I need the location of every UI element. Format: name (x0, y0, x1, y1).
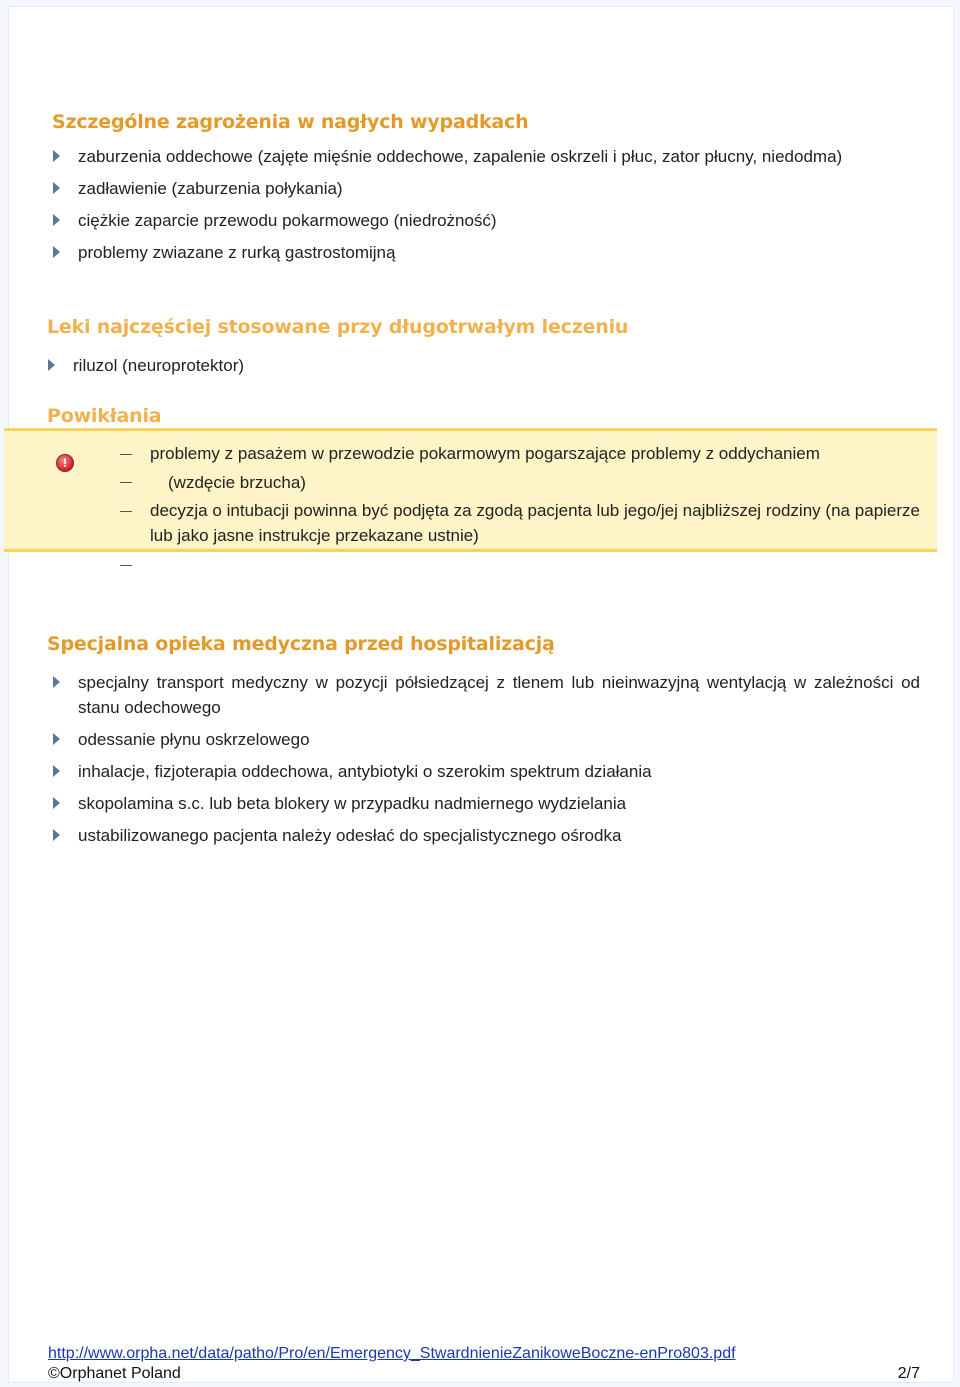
complication-item-1-continued: (wzdęcie brzucha) (168, 473, 306, 492)
list-item: riluzol (neuroprotektor) (48, 353, 448, 378)
section-title-care: Specjalna opieka medyczna przed hospitalizacją (47, 633, 555, 655)
triangle-bullet-icon (53, 182, 60, 194)
dash-bullet-icon (120, 482, 132, 483)
list-item: skopolamina s.c. lub beta blokery w przypadku nadmiernego wydzielania (53, 791, 920, 816)
section-title-drugs: Leki najczęściej stosowane przy długotrwałym leczeniu (47, 316, 629, 338)
triangle-bullet-icon (53, 829, 60, 841)
dash-bullet-icon (120, 565, 132, 566)
triangle-bullet-icon (53, 150, 60, 162)
triangle-bullet-icon (53, 246, 60, 258)
list-item: problemy zwiazane z rurką gastrostomijną (53, 240, 920, 265)
dash-bullet-icon (120, 511, 132, 512)
list-item: odessanie płynu oskrzelowego (53, 727, 920, 752)
list-item: specjalny transport medyczny w pozycji półsiedzącej z tlenem lub nieinwazyjną wentylacją w zależności od stanu odechowego (53, 670, 920, 720)
exclamation-warning-icon: ! (56, 454, 74, 472)
page-number: 2/7 (897, 1365, 920, 1382)
care-list (53, 670, 920, 855)
section-title-complications: Powikłania (47, 405, 162, 427)
list-item: zadławienie (zaburzenia połykania) (53, 176, 920, 201)
triangle-bullet-icon (53, 765, 60, 777)
complication-item-2: decyzja o intubacji powinna być podjęta za zgodą pacjenta lub jego/jej najbliższej rodziny (na papierze lub jako jasne instrukcje przekazane ustnie) (150, 501, 920, 545)
dash-bullet-icon (120, 454, 132, 455)
complication-item-1: problemy z pasażem w przewodzie pokarmowym pogarszające problemy z oddychaniem (150, 444, 820, 463)
triangle-bullet-icon (53, 797, 60, 809)
list-item: ustabilizowanego pacjenta należy odesłać do specjalistycznego ośrodka (53, 823, 920, 848)
triangle-bullet-icon (53, 676, 60, 688)
footer-url-link[interactable]: http://www.orpha.net/data/patho/Pro/en/Emergency_StwardnienieZanikoweBoczne-enPro803.pdf (48, 1345, 736, 1362)
footer-copyright: ©Orphanet Poland (48, 1365, 181, 1382)
triangle-bullet-icon (53, 733, 60, 745)
triangle-bullet-icon (53, 214, 60, 226)
emergency-list (53, 144, 920, 272)
triangle-bullet-icon (48, 359, 55, 371)
list-item: zaburzenia oddechowe (zajęte mięśnie oddechowe, zapalenie oskrzeli i płuc, zator płucny, niedodma) (53, 144, 920, 169)
list-item: inhalacje, fizjoterapia oddechowa, antybiotyki o szerokim spektrum działania (53, 759, 920, 784)
drugs-list (48, 353, 448, 385)
list-item: ciężkie zaparcie przewodu pokarmowego (niedrożność) (53, 208, 920, 233)
section-title-emergency: Szczególne zagrożenia w nagłych wypadkach (52, 111, 529, 133)
